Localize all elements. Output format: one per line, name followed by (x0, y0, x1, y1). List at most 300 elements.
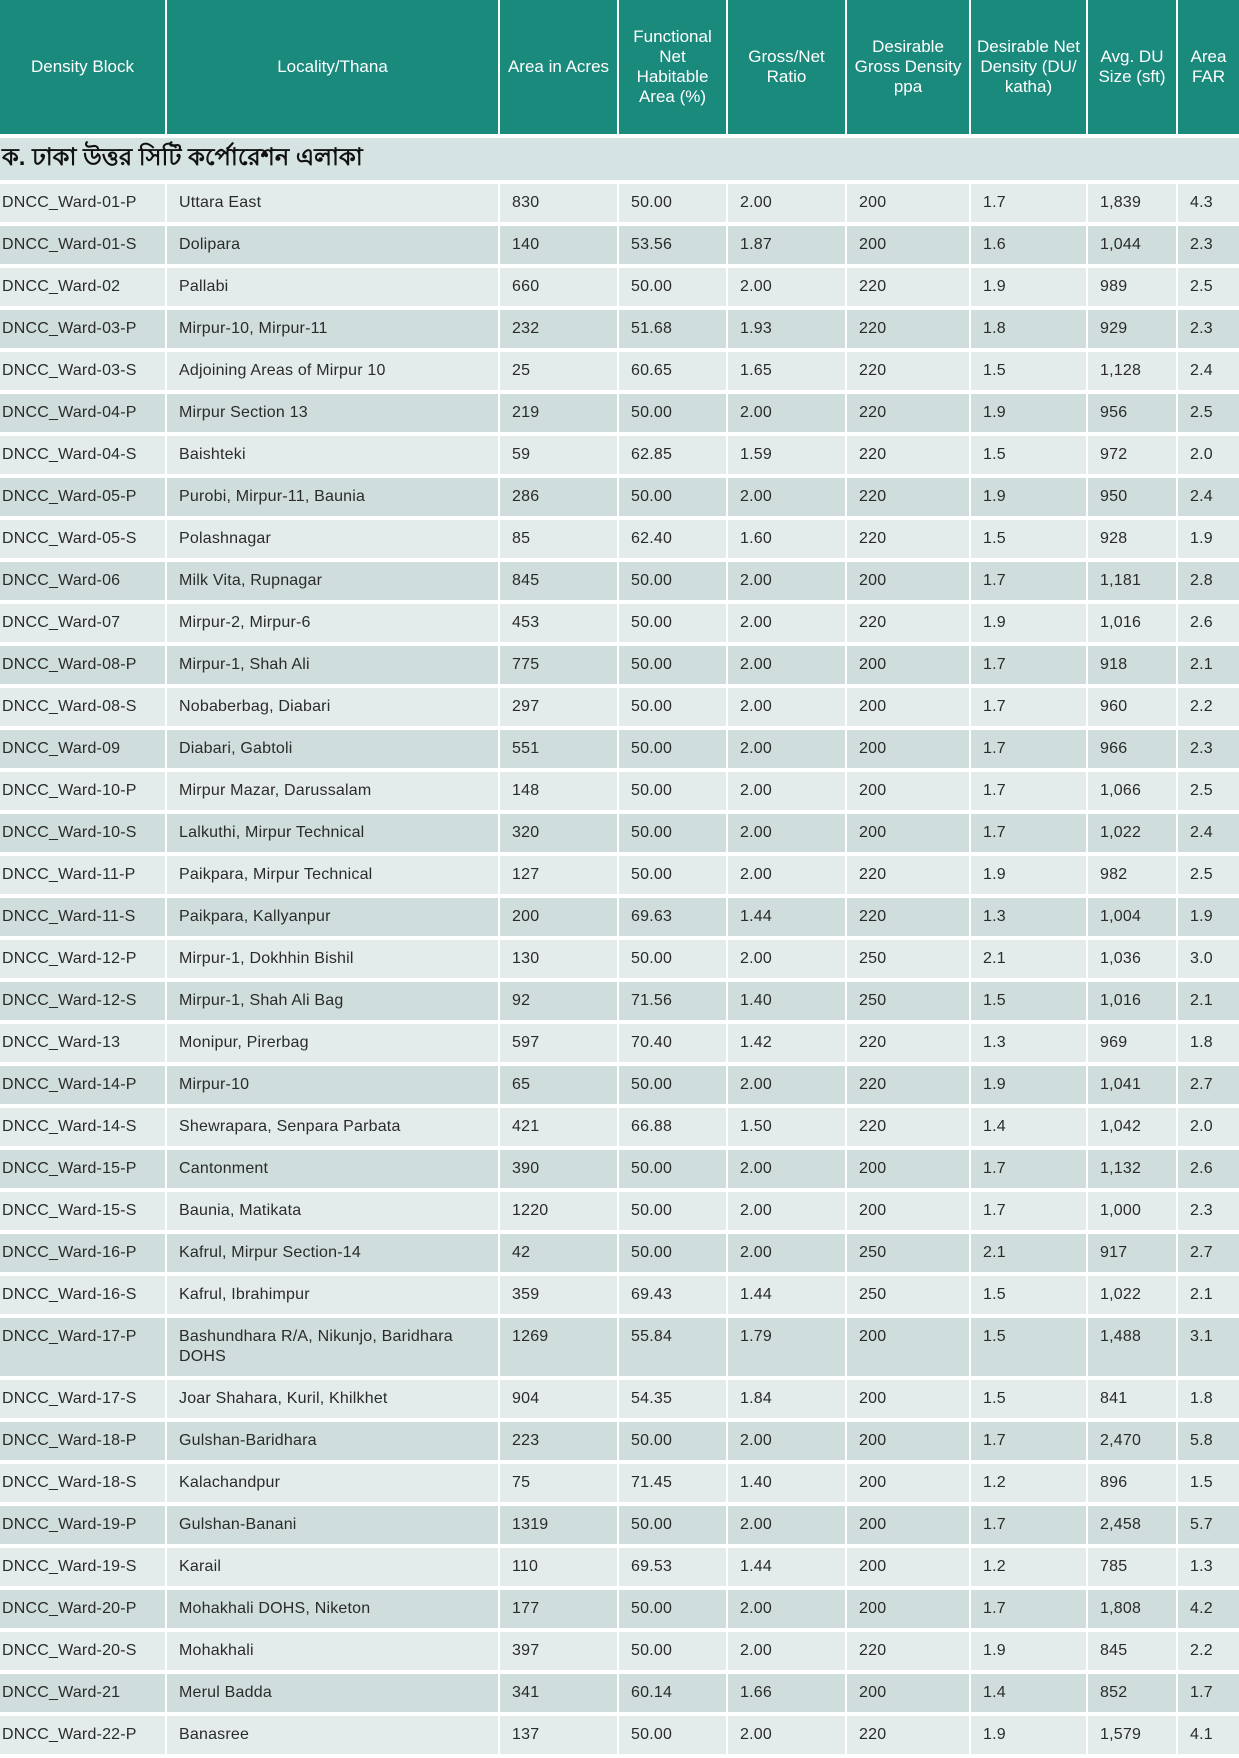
cell-area-acres: 453 (500, 604, 619, 646)
cell-functional-net-habitable-area: 70.40 (619, 1024, 728, 1066)
cell-desirable-net-density: 1.6 (971, 226, 1088, 268)
cell-desirable-gross-density: 250 (847, 940, 971, 982)
table-row (0, 688, 1239, 730)
cell-functional-net-habitable-area: 50.00 (619, 184, 728, 226)
cell-functional-net-habitable-area: 50.00 (619, 772, 728, 814)
cell-area-far: 4.3 (1178, 184, 1239, 226)
cell-area-far: 1.7 (1178, 1674, 1239, 1716)
section-row (0, 138, 1239, 184)
table-row (0, 604, 1239, 646)
cell-density-block: DNCC_Ward-01-S (0, 226, 167, 268)
cell-desirable-gross-density: 220 (847, 1066, 971, 1108)
cell-gross-net-ratio: 2.00 (728, 1234, 847, 1276)
cell-desirable-gross-density: 220 (847, 478, 971, 520)
cell-locality: Gulshan-Baridhara (167, 1422, 500, 1464)
cell-functional-net-habitable-area: 50.00 (619, 1066, 728, 1108)
cell-functional-net-habitable-area: 50.00 (619, 730, 728, 772)
cell-area-far: 2.6 (1178, 1150, 1239, 1192)
cell-desirable-gross-density: 220 (847, 898, 971, 940)
cell-desirable-gross-density: 200 (847, 226, 971, 268)
cell-area-far: 3.0 (1178, 940, 1239, 982)
cell-desirable-net-density: 1.7 (971, 1506, 1088, 1548)
cell-area-far: 2.1 (1178, 646, 1239, 688)
cell-area-acres: 110 (500, 1548, 619, 1590)
cell-area-acres: 320 (500, 814, 619, 856)
cell-density-block: DNCC_Ward-12-S (0, 982, 167, 1024)
cell-desirable-gross-density: 220 (847, 856, 971, 898)
cell-desirable-net-density: 1.9 (971, 1066, 1088, 1108)
cell-area-far: 2.1 (1178, 1276, 1239, 1318)
cell-area-acres: 130 (500, 940, 619, 982)
cell-locality: Bashundhara R/A, Nikunjo, Baridhara DOHS (167, 1318, 500, 1380)
cell-density-block: DNCC_Ward-17-P (0, 1318, 167, 1380)
cell-avg-du-size: 1,808 (1088, 1590, 1178, 1632)
cell-desirable-net-density: 1.3 (971, 898, 1088, 940)
cell-desirable-gross-density: 200 (847, 772, 971, 814)
cell-avg-du-size: 1,181 (1088, 562, 1178, 604)
table-row (0, 268, 1239, 310)
table-row (0, 772, 1239, 814)
table-row (0, 940, 1239, 982)
cell-desirable-net-density: 1.9 (971, 268, 1088, 310)
cell-gross-net-ratio: 1.59 (728, 436, 847, 478)
cell-locality: Lalkuthi, Mirpur Technical (167, 814, 500, 856)
cell-desirable-gross-density: 220 (847, 1632, 971, 1674)
cell-avg-du-size: 966 (1088, 730, 1178, 772)
cell-avg-du-size: 950 (1088, 478, 1178, 520)
col-header-desirable-net-density: Desirable Net Density (DU/ katha) (971, 0, 1088, 138)
col-header-locality: Locality/Thana (167, 0, 500, 138)
cell-desirable-net-density: 1.2 (971, 1464, 1088, 1506)
cell-density-block: DNCC_Ward-16-S (0, 1276, 167, 1318)
cell-desirable-gross-density: 200 (847, 688, 971, 730)
cell-locality: Pallabi (167, 268, 500, 310)
col-header-area-acres: Area in Acres (500, 0, 619, 138)
cell-locality: Adjoining Areas of Mirpur 10 (167, 352, 500, 394)
cell-gross-net-ratio: 2.00 (728, 184, 847, 226)
table-row (0, 1422, 1239, 1464)
cell-area-acres: 137 (500, 1716, 619, 1758)
cell-density-block: DNCC_Ward-19-P (0, 1506, 167, 1548)
cell-locality: Mirpur-1, Shah Ali (167, 646, 500, 688)
cell-area-far: 2.1 (1178, 982, 1239, 1024)
cell-area-far: 2.4 (1178, 814, 1239, 856)
cell-locality: Nobaberbag, Diabari (167, 688, 500, 730)
cell-desirable-net-density: 1.5 (971, 436, 1088, 478)
cell-desirable-gross-density: 200 (847, 1590, 971, 1632)
col-header-functional-net-habitable-area: Functional Net Habitable Area (%) (619, 0, 728, 138)
cell-area-acres: 397 (500, 1632, 619, 1674)
cell-density-block: DNCC_Ward-18-S (0, 1464, 167, 1506)
table-row (0, 1024, 1239, 1066)
table-row (0, 1716, 1239, 1758)
cell-functional-net-habitable-area: 62.40 (619, 520, 728, 562)
cell-functional-net-habitable-area: 50.00 (619, 1234, 728, 1276)
cell-locality: Mirpur-10, Mirpur-11 (167, 310, 500, 352)
cell-desirable-gross-density: 200 (847, 1674, 971, 1716)
cell-gross-net-ratio: 2.00 (728, 1422, 847, 1464)
cell-area-acres: 775 (500, 646, 619, 688)
cell-area-far: 2.8 (1178, 562, 1239, 604)
cell-functional-net-habitable-area: 69.43 (619, 1276, 728, 1318)
cell-area-far: 1.9 (1178, 898, 1239, 940)
cell-locality: Dolipara (167, 226, 500, 268)
cell-desirable-net-density: 1.7 (971, 1590, 1088, 1632)
cell-density-block: DNCC_Ward-10-P (0, 772, 167, 814)
cell-functional-net-habitable-area: 62.85 (619, 436, 728, 478)
cell-area-acres: 1220 (500, 1192, 619, 1234)
cell-area-acres: 127 (500, 856, 619, 898)
cell-desirable-net-density: 2.1 (971, 940, 1088, 982)
cell-area-far: 2.7 (1178, 1234, 1239, 1276)
table-row (0, 730, 1239, 772)
col-header-desirable-gross-density: Desirable Gross Density ppa (847, 0, 971, 138)
table-row (0, 310, 1239, 352)
cell-avg-du-size: 785 (1088, 1548, 1178, 1590)
cell-avg-du-size: 1,022 (1088, 814, 1178, 856)
cell-functional-net-habitable-area: 51.68 (619, 310, 728, 352)
table-row (0, 1150, 1239, 1192)
cell-area-far: 2.3 (1178, 1192, 1239, 1234)
table-row (0, 1192, 1239, 1234)
cell-density-block: DNCC_Ward-20-S (0, 1632, 167, 1674)
cell-functional-net-habitable-area: 50.00 (619, 478, 728, 520)
cell-desirable-gross-density: 200 (847, 1506, 971, 1548)
table-row (0, 562, 1239, 604)
table-row (0, 520, 1239, 562)
cell-locality: Cantonment (167, 1150, 500, 1192)
cell-gross-net-ratio: 2.00 (728, 1716, 847, 1758)
cell-desirable-gross-density: 200 (847, 814, 971, 856)
cell-density-block: DNCC_Ward-11-S (0, 898, 167, 940)
cell-desirable-net-density: 1.5 (971, 1318, 1088, 1380)
table-row (0, 478, 1239, 520)
cell-desirable-gross-density: 200 (847, 1318, 971, 1380)
cell-avg-du-size: 1,004 (1088, 898, 1178, 940)
cell-gross-net-ratio: 2.00 (728, 1632, 847, 1674)
cell-gross-net-ratio: 1.84 (728, 1380, 847, 1422)
header-row (0, 0, 1239, 138)
cell-area-acres: 845 (500, 562, 619, 604)
cell-area-acres: 904 (500, 1380, 619, 1422)
cell-desirable-net-density: 1.5 (971, 982, 1088, 1024)
cell-area-acres: 65 (500, 1066, 619, 1108)
cell-gross-net-ratio: 2.00 (728, 1066, 847, 1108)
cell-desirable-net-density: 1.5 (971, 520, 1088, 562)
cell-gross-net-ratio: 2.00 (728, 268, 847, 310)
cell-desirable-gross-density: 250 (847, 982, 971, 1024)
cell-gross-net-ratio: 1.50 (728, 1108, 847, 1150)
cell-locality: Shewrapara, Senpara Parbata (167, 1108, 500, 1150)
table-row (0, 1276, 1239, 1318)
cell-gross-net-ratio: 2.00 (728, 730, 847, 772)
cell-gross-net-ratio: 1.40 (728, 982, 847, 1024)
section-title: ক. ঢাকা উত্তর সিটি কর্পোরেশন এলাকা (0, 138, 1239, 184)
cell-functional-net-habitable-area: 50.00 (619, 1192, 728, 1234)
cell-area-acres: 421 (500, 1108, 619, 1150)
cell-desirable-gross-density: 220 (847, 352, 971, 394)
cell-functional-net-habitable-area: 50.00 (619, 1422, 728, 1464)
cell-gross-net-ratio: 2.00 (728, 814, 847, 856)
cell-density-block: DNCC_Ward-08-P (0, 646, 167, 688)
cell-desirable-net-density: 1.7 (971, 646, 1088, 688)
cell-avg-du-size: 1,041 (1088, 1066, 1178, 1108)
cell-desirable-gross-density: 250 (847, 1234, 971, 1276)
cell-locality: Milk Vita, Rupnagar (167, 562, 500, 604)
cell-desirable-gross-density: 250 (847, 1276, 971, 1318)
cell-desirable-net-density: 1.8 (971, 310, 1088, 352)
cell-area-far: 2.3 (1178, 226, 1239, 268)
cell-desirable-net-density: 1.5 (971, 1276, 1088, 1318)
cell-avg-du-size: 969 (1088, 1024, 1178, 1066)
cell-locality: Mirpur-1, Shah Ali Bag (167, 982, 500, 1024)
cell-desirable-net-density: 1.7 (971, 1422, 1088, 1464)
cell-functional-net-habitable-area: 50.00 (619, 1632, 728, 1674)
cell-functional-net-habitable-area: 50.00 (619, 856, 728, 898)
cell-gross-net-ratio: 2.00 (728, 1590, 847, 1632)
cell-area-far: 1.8 (1178, 1380, 1239, 1422)
cell-locality: Banasree (167, 1716, 500, 1758)
cell-locality: Kafrul, Mirpur Section-14 (167, 1234, 500, 1276)
cell-density-block: DNCC_Ward-18-P (0, 1422, 167, 1464)
cell-gross-net-ratio: 1.79 (728, 1318, 847, 1380)
cell-desirable-net-density: 1.7 (971, 772, 1088, 814)
cell-locality: Kalachandpur (167, 1464, 500, 1506)
cell-locality: Mirpur-1, Dokhhin Bishil (167, 940, 500, 982)
cell-area-acres: 140 (500, 226, 619, 268)
cell-functional-net-habitable-area: 53.56 (619, 226, 728, 268)
cell-gross-net-ratio: 1.66 (728, 1674, 847, 1716)
cell-avg-du-size: 1,132 (1088, 1150, 1178, 1192)
cell-density-block: DNCC_Ward-15-S (0, 1192, 167, 1234)
cell-functional-net-habitable-area: 50.00 (619, 1506, 728, 1548)
cell-avg-du-size: 1,000 (1088, 1192, 1178, 1234)
table-row (0, 1548, 1239, 1590)
cell-functional-net-habitable-area: 66.88 (619, 1108, 728, 1150)
cell-gross-net-ratio: 2.00 (728, 478, 847, 520)
cell-density-block: DNCC_Ward-10-S (0, 814, 167, 856)
table-row (0, 1318, 1239, 1380)
cell-area-acres: 830 (500, 184, 619, 226)
cell-locality: Polashnagar (167, 520, 500, 562)
cell-density-block: DNCC_Ward-04-S (0, 436, 167, 478)
cell-gross-net-ratio: 2.00 (728, 1506, 847, 1548)
cell-gross-net-ratio: 1.44 (728, 1276, 847, 1318)
cell-avg-du-size: 841 (1088, 1380, 1178, 1422)
cell-locality: Mohakhali DOHS, Niketon (167, 1590, 500, 1632)
cell-locality: Monipur, Pirerbag (167, 1024, 500, 1066)
cell-area-acres: 1269 (500, 1318, 619, 1380)
cell-desirable-net-density: 1.7 (971, 184, 1088, 226)
cell-avg-du-size: 1,066 (1088, 772, 1178, 814)
cell-gross-net-ratio: 1.44 (728, 898, 847, 940)
cell-avg-du-size: 956 (1088, 394, 1178, 436)
cell-area-far: 1.5 (1178, 1464, 1239, 1506)
cell-area-far: 2.5 (1178, 394, 1239, 436)
cell-functional-net-habitable-area: 50.00 (619, 646, 728, 688)
cell-desirable-net-density: 1.4 (971, 1108, 1088, 1150)
cell-density-block: DNCC_Ward-16-P (0, 1234, 167, 1276)
cell-desirable-gross-density: 200 (847, 562, 971, 604)
cell-desirable-net-density: 1.9 (971, 856, 1088, 898)
cell-desirable-net-density: 1.9 (971, 478, 1088, 520)
cell-gross-net-ratio: 1.87 (728, 226, 847, 268)
cell-area-acres: 297 (500, 688, 619, 730)
cell-density-block: DNCC_Ward-04-P (0, 394, 167, 436)
cell-area-far: 1.8 (1178, 1024, 1239, 1066)
cell-avg-du-size: 917 (1088, 1234, 1178, 1276)
cell-locality: Merul Badda (167, 1674, 500, 1716)
cell-desirable-net-density: 1.9 (971, 1716, 1088, 1758)
cell-area-acres: 85 (500, 520, 619, 562)
cell-functional-net-habitable-area: 50.00 (619, 604, 728, 646)
cell-area-far: 2.4 (1178, 352, 1239, 394)
cell-gross-net-ratio: 2.00 (728, 688, 847, 730)
table-body (0, 138, 1239, 1758)
cell-gross-net-ratio: 2.00 (728, 394, 847, 436)
cell-locality: Diabari, Gabtoli (167, 730, 500, 772)
cell-desirable-gross-density: 220 (847, 394, 971, 436)
cell-desirable-gross-density: 200 (847, 184, 971, 226)
cell-area-far: 5.8 (1178, 1422, 1239, 1464)
cell-area-acres: 390 (500, 1150, 619, 1192)
cell-area-acres: 1319 (500, 1506, 619, 1548)
cell-gross-net-ratio: 2.00 (728, 940, 847, 982)
table-row (0, 1234, 1239, 1276)
cell-functional-net-habitable-area: 54.35 (619, 1380, 728, 1422)
cell-desirable-gross-density: 220 (847, 1024, 971, 1066)
cell-density-block: DNCC_Ward-14-P (0, 1066, 167, 1108)
table-row (0, 226, 1239, 268)
cell-desirable-gross-density: 200 (847, 1380, 971, 1422)
cell-area-far: 5.7 (1178, 1506, 1239, 1548)
cell-area-acres: 551 (500, 730, 619, 772)
cell-desirable-net-density: 1.3 (971, 1024, 1088, 1066)
cell-desirable-net-density: 2.1 (971, 1234, 1088, 1276)
cell-avg-du-size: 1,488 (1088, 1318, 1178, 1380)
cell-desirable-net-density: 1.7 (971, 1192, 1088, 1234)
cell-avg-du-size: 1,042 (1088, 1108, 1178, 1150)
col-header-density-block: Density Block (0, 0, 167, 138)
cell-locality: Joar Shahara, Kuril, Khilkhet (167, 1380, 500, 1422)
cell-avg-du-size: 918 (1088, 646, 1178, 688)
cell-area-acres: 359 (500, 1276, 619, 1318)
cell-functional-net-habitable-area: 69.53 (619, 1548, 728, 1590)
cell-gross-net-ratio: 2.00 (728, 1192, 847, 1234)
cell-desirable-gross-density: 220 (847, 268, 971, 310)
cell-density-block: DNCC_Ward-11-P (0, 856, 167, 898)
cell-density-block: DNCC_Ward-05-P (0, 478, 167, 520)
cell-desirable-net-density: 1.7 (971, 562, 1088, 604)
cell-desirable-gross-density: 200 (847, 1548, 971, 1590)
cell-desirable-net-density: 1.5 (971, 1380, 1088, 1422)
table-row (0, 436, 1239, 478)
cell-avg-du-size: 928 (1088, 520, 1178, 562)
table-row (0, 352, 1239, 394)
col-header-area-far: Area FAR (1178, 0, 1239, 138)
table-row (0, 1380, 1239, 1422)
cell-density-block: DNCC_Ward-20-P (0, 1590, 167, 1632)
cell-gross-net-ratio: 1.60 (728, 520, 847, 562)
cell-area-far: 2.5 (1178, 268, 1239, 310)
col-header-gross-net-ratio: Gross/Net Ratio (728, 0, 847, 138)
cell-area-acres: 92 (500, 982, 619, 1024)
table-row (0, 1464, 1239, 1506)
cell-area-far: 2.3 (1178, 310, 1239, 352)
cell-desirable-net-density: 1.4 (971, 1674, 1088, 1716)
cell-desirable-net-density: 1.9 (971, 1632, 1088, 1674)
cell-functional-net-habitable-area: 50.00 (619, 940, 728, 982)
cell-area-acres: 177 (500, 1590, 619, 1632)
cell-locality: Baishteki (167, 436, 500, 478)
cell-density-block: DNCC_Ward-02 (0, 268, 167, 310)
cell-locality: Uttara East (167, 184, 500, 226)
cell-gross-net-ratio: 2.00 (728, 772, 847, 814)
cell-avg-du-size: 982 (1088, 856, 1178, 898)
cell-desirable-net-density: 1.9 (971, 394, 1088, 436)
cell-density-block: DNCC_Ward-22-P (0, 1716, 167, 1758)
cell-avg-du-size: 2,458 (1088, 1506, 1178, 1548)
cell-avg-du-size: 972 (1088, 436, 1178, 478)
cell-desirable-net-density: 1.7 (971, 1150, 1088, 1192)
cell-density-block: DNCC_Ward-09 (0, 730, 167, 772)
cell-area-acres: 597 (500, 1024, 619, 1066)
cell-area-acres: 286 (500, 478, 619, 520)
table-row (0, 184, 1239, 226)
table-row (0, 646, 1239, 688)
cell-gross-net-ratio: 2.00 (728, 856, 847, 898)
cell-avg-du-size: 1,579 (1088, 1716, 1178, 1758)
cell-functional-net-habitable-area: 50.00 (619, 1150, 728, 1192)
cell-area-acres: 25 (500, 352, 619, 394)
cell-avg-du-size: 1,016 (1088, 604, 1178, 646)
cell-area-far: 2.0 (1178, 436, 1239, 478)
cell-area-far: 3.1 (1178, 1318, 1239, 1380)
cell-density-block: DNCC_Ward-17-S (0, 1380, 167, 1422)
cell-functional-net-habitable-area: 69.63 (619, 898, 728, 940)
table-row (0, 898, 1239, 940)
cell-functional-net-habitable-area: 50.00 (619, 1716, 728, 1758)
cell-gross-net-ratio: 2.00 (728, 604, 847, 646)
cell-avg-du-size: 1,839 (1088, 184, 1178, 226)
cell-area-far: 2.5 (1178, 856, 1239, 898)
cell-locality: Mirpur Section 13 (167, 394, 500, 436)
cell-gross-net-ratio: 1.40 (728, 1464, 847, 1506)
cell-area-far: 1.3 (1178, 1548, 1239, 1590)
cell-density-block: DNCC_Ward-19-S (0, 1548, 167, 1590)
table-row (0, 1632, 1239, 1674)
cell-density-block: DNCC_Ward-15-P (0, 1150, 167, 1192)
cell-density-block: DNCC_Ward-05-S (0, 520, 167, 562)
table-row (0, 1674, 1239, 1716)
cell-desirable-gross-density: 200 (847, 1422, 971, 1464)
table-row (0, 1506, 1239, 1548)
cell-desirable-net-density: 1.9 (971, 604, 1088, 646)
cell-functional-net-habitable-area: 60.65 (619, 352, 728, 394)
cell-functional-net-habitable-area: 50.00 (619, 268, 728, 310)
cell-area-acres: 232 (500, 310, 619, 352)
cell-avg-du-size: 852 (1088, 1674, 1178, 1716)
cell-desirable-net-density: 1.2 (971, 1548, 1088, 1590)
table-row (0, 1590, 1239, 1632)
cell-desirable-gross-density: 200 (847, 1192, 971, 1234)
cell-area-far: 2.2 (1178, 688, 1239, 730)
cell-avg-du-size: 1,036 (1088, 940, 1178, 982)
cell-desirable-net-density: 1.7 (971, 814, 1088, 856)
cell-locality: Kafrul, Ibrahimpur (167, 1276, 500, 1318)
cell-area-far: 4.1 (1178, 1716, 1239, 1758)
cell-area-far: 1.9 (1178, 520, 1239, 562)
